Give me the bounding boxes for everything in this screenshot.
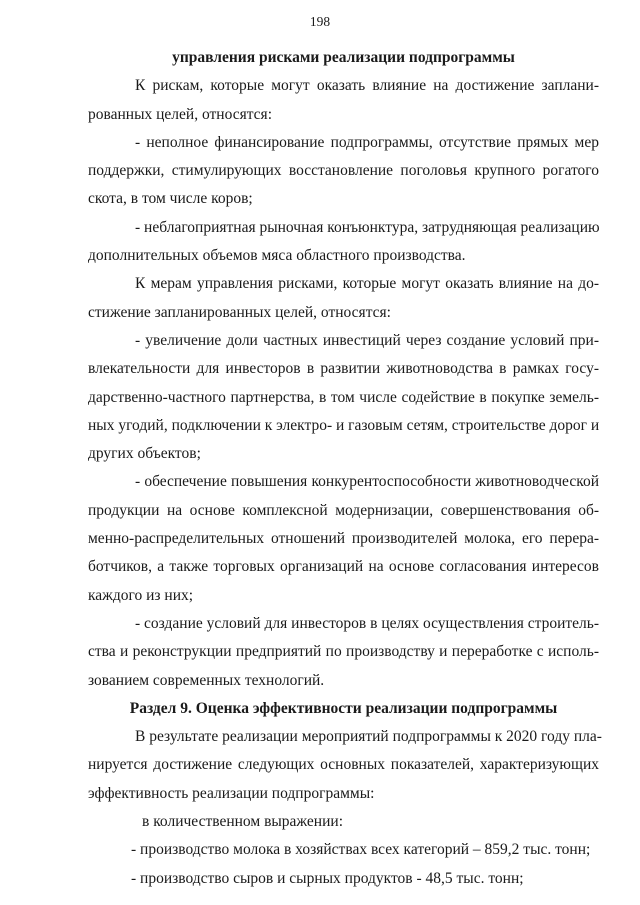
paragraph-line: скота, в том числе коров;: [88, 190, 253, 208]
paragraph-line: поддержки, стимулирующих восстановление поголовья крупного рогатого: [88, 162, 599, 180]
measures-intro-paragraph: [88, 270, 599, 327]
measure-list-item: [88, 468, 599, 609]
paragraph-line: К мерам управления рисками, которые могут оказать влияние на до-: [135, 275, 599, 293]
paragraph-line: ства и реконструкции предприятий по производству и переработке с исполь-: [88, 643, 599, 661]
paragraph-line: ных угодий, подключении к электро- и газовым сетям, строительстве дорог и: [88, 416, 600, 434]
section-heading: Раздел 9. Оценка эффективности реализации подпрограммы: [129, 699, 558, 717]
paragraph-line: - увеличение доли частных инвестиций через создание условий при-: [135, 331, 599, 349]
paragraph-line: дарственно-частного партнерства, в том числе содействие в покупке земель-: [88, 388, 599, 406]
paragraph-line: - обеспечение повышения конкурентоспособности животноводческой: [135, 473, 599, 491]
paragraph-line: менно-распределительных отношений производителей молока, его перера-: [88, 530, 599, 548]
paragraph-line: стижение запланированных целей, относятся:: [88, 303, 391, 321]
paragraph-line: В результате реализации мероприятий подпрограммы к 2020 году пла-: [135, 728, 602, 746]
subsection-heading: управления рисками реализации подпрограммы: [172, 49, 515, 66]
paragraph-line: продукции на основе комплексной модернизации, совершенствования об-: [88, 501, 599, 519]
paragraph-line: зованием современных технологий.: [88, 671, 325, 689]
paragraph-line: нируется достижение следующих основных показателей, характеризующих: [88, 756, 599, 774]
measure-list-item: [88, 327, 599, 468]
paragraph-line: эффективность реализации подпрограммы:: [88, 784, 375, 802]
paragraph-line: - создание условий для инвесторов в целях осуществления строитель-: [135, 614, 599, 632]
indicator-item: - производство молока в хозяйствах всех категорий – 859,2 тыс. тонн;: [131, 841, 591, 859]
paragraph-line: дополнительных объемов мяса областного производства.: [88, 247, 466, 265]
paragraph-line: влекательности для инвесторов в развитии животноводства в рамках госу-: [88, 360, 599, 378]
risk-list-item: [88, 129, 599, 214]
paragraph-line: каждого из них;: [88, 586, 194, 604]
paragraph-line: - неблагоприятная рыночная конъюнктура, затрудняющая реализацию: [135, 218, 600, 236]
measure-list-item: [88, 610, 599, 695]
page-content: [88, 44, 602, 893]
paragraph-line: ботчиков, а также торговых организаций на основе согласования интересов: [88, 558, 599, 576]
risk-list-item: [88, 214, 599, 271]
paragraph-line: - неполное финансирование подпрограммы, отсутствие прямых мер: [135, 133, 599, 151]
indicator-item: - производство сыров и сырных продуктов - 48,5 тыс. тонн;: [131, 869, 524, 887]
paragraph-line: К рискам, которые могут оказать влияние на достижение заплани-: [135, 77, 599, 95]
paragraph-line: других объектов;: [88, 445, 201, 463]
quantitative-label: в количественном выражении:: [142, 813, 344, 831]
results-intro-paragraph: [88, 723, 602, 808]
paragraph-line: рованных целей, относятся:: [88, 105, 272, 123]
risks-intro-paragraph: [88, 72, 599, 129]
page-number: 198: [309, 14, 331, 29]
